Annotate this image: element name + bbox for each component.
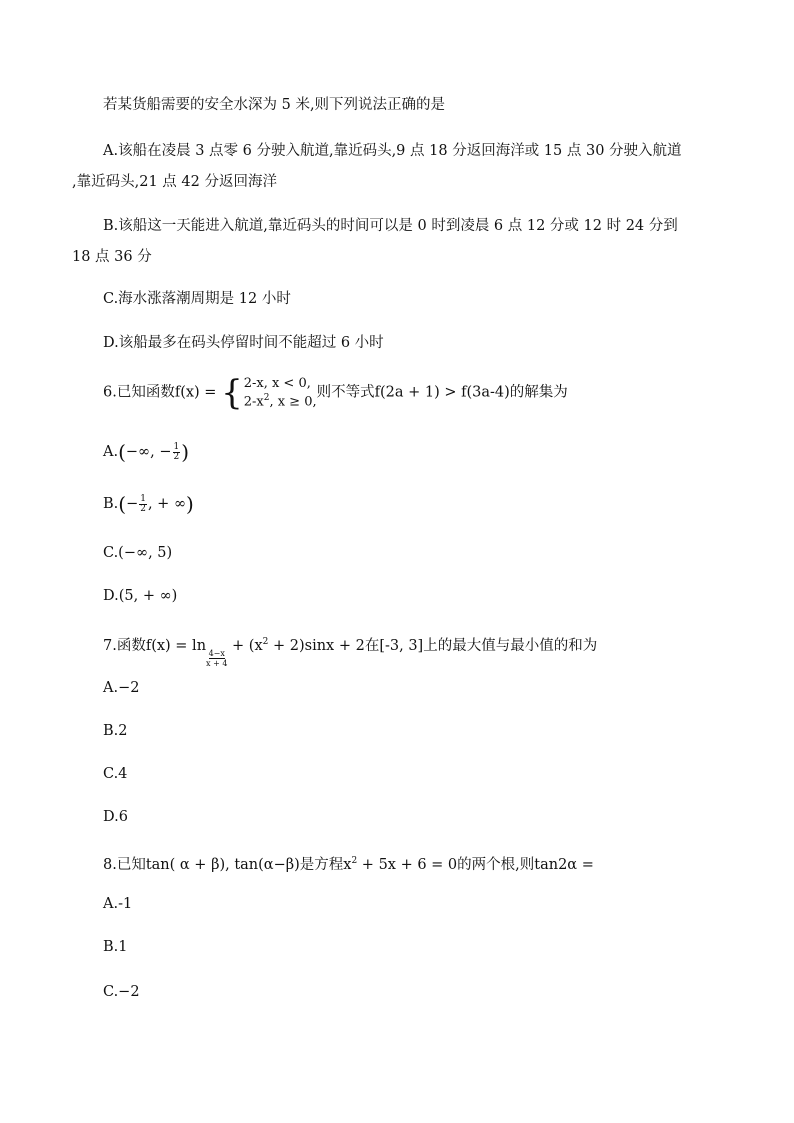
q5-option-b-line2: 18 点 36 分 (72, 249, 152, 265)
log-argument-fraction: $\frac{4-x}{x + 4}$ (206, 648, 228, 668)
q5-option-b-line1: B.该船这一天能进入航道,靠近码头的时间可以是 0 时到凌晨 6 点 12 分或 12 时 24 分到 (103, 218, 678, 234)
q7-stem: 7.函数f(x) = ln $\frac{4-x}{x + 4}$ + $(x^2 + 2)\sin x + 2$在[-3, 3]上的最大值与最小值的和为 (103, 637, 598, 668)
case-1: 2-x, x < 0, (243, 376, 311, 391)
q5-option-d: D.该船最多在码头停留时间不能超过 6 小时 (103, 335, 384, 351)
left-brace-icon: { (221, 372, 243, 413)
q6-prefix: 6.已知函数f(x) = (103, 384, 222, 401)
q8-option-c: C.−2 (103, 984, 140, 1000)
piecewise-cases (244, 376, 317, 409)
q6-option-c: C.(−∞, 5) (103, 545, 173, 561)
q6-suffix: 则不等式f(2a + 1) > f(3a-4)的解集为 (316, 384, 568, 401)
fraction: $\frac{1}{2}$ (140, 493, 146, 514)
q7-option-c: C.4 (103, 766, 128, 782)
q8-option-a: A.-1 (103, 896, 133, 912)
q6-option-b: B.(− $\frac{1}{2}$ , + ∞) (103, 492, 194, 516)
question-intro: 若某货船需要的安全水深为 5 米,则下列说法正确的是 (103, 97, 446, 113)
q6-option-a: A.(−∞, − $\frac{1}{2}$ ) (103, 440, 190, 464)
case-2: $2-x^2$, x ≥ 0, (243, 393, 317, 410)
q7-option-a: A.−2 (103, 680, 140, 696)
q8-option-b: B.1 (103, 939, 128, 955)
q7-option-b: B.2 (103, 723, 128, 739)
q6-option-d: D.(5, + ∞) (103, 588, 178, 604)
q5-option-c: C.海水涨落潮周期是 12 小时 (103, 291, 291, 307)
fraction: $\frac{1}{2}$ (173, 441, 180, 462)
q8-stem: 8.已知tan( α + β), tan(α−β)是方程$x^2 + 5x + 6 = 0$的两个根,则tan2α = (103, 856, 594, 873)
q6-stem (103, 372, 568, 413)
q7-option-d: D.6 (103, 809, 128, 825)
q5-option-a-line1: A.该船在凌晨 3 点零 6 分驶入航道,靠近码头,9 点 18 分返回海洋或 15 点 30 分驶入航道 (103, 143, 682, 159)
q5-option-a-line2: ,靠近码头,21 点 42 分返回海洋 (72, 174, 277, 190)
